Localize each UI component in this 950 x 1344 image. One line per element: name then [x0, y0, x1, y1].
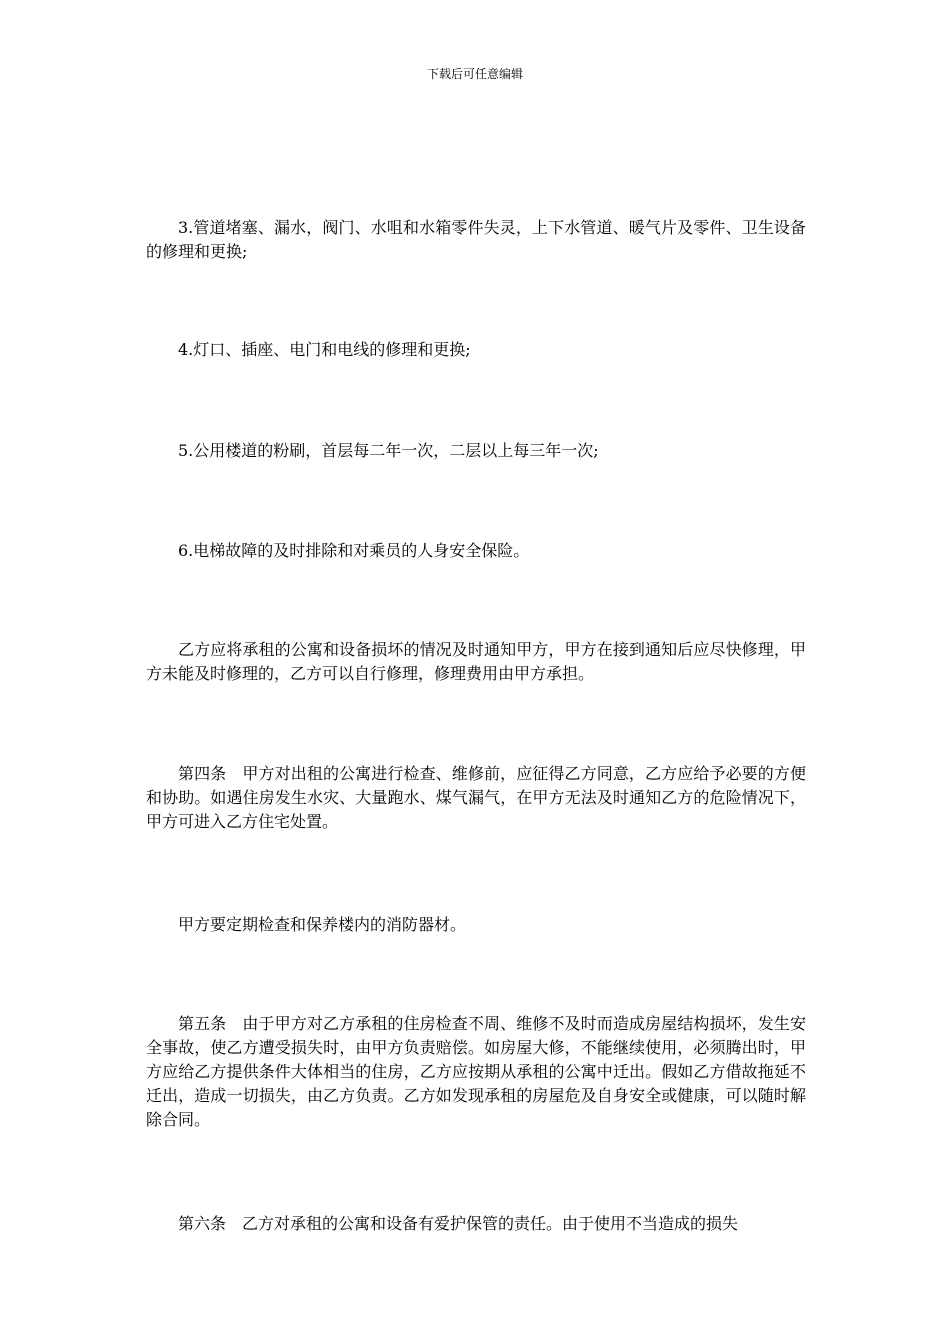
paragraph-article-5: 第五条 由于甲方对乙方承租的住房检查不周、维修不及时而造成房屋结构损坏，发生安全事故，使乙方遭受损失时，由甲方负责赔偿。如房屋大修，不能继续使用，必须腾出时，甲方应给乙方提供条件大体相当的住房，乙方应按期从承租的公寓中迁出。假如乙方借故拖延不迁出，造成一切损失，由乙方负责。乙方如发现承租的房屋危及自身安全或健康，可以随时解除合同。 [146, 1014, 806, 1129]
paragraph-fire-equipment: 甲方要定期检查和保养楼内的消防器材。 [178, 915, 467, 934]
paragraph-item-3: 3.管道堵塞、漏水，阀门、水咀和水箱零件失灵，上下水管道、暖气片及零件、卫生设备的修理和更换; [146, 218, 806, 261]
paragraph-item-5: 5.公用楼道的粉刷，首层每二年一次，二层以上每三年一次; [178, 441, 599, 460]
page-header: 下载后可任意编辑 [426, 67, 523, 81]
paragraph-article-6: 第六条 乙方对承租的公寓和设备有爱护保管的责任。由于使用不当造成的损失 [178, 1214, 739, 1233]
paragraph-notice: 乙方应将承租的公寓和设备损坏的情况及时通知甲方，甲方在接到通知后应尽快修理，甲方未能及时修理的，乙方可以自行修理，修理费用由甲方承担。 [146, 640, 806, 683]
paragraph-article-4: 第四条 甲方对出租的公寓进行检查、维修前，应征得乙方同意，乙方应给予必要的方便和协助。如遇住房发生水灾、大量跑水、煤气漏气，在甲方无法及时通知乙方的危险情况下，甲方可进入乙方住宅处置。 [146, 764, 806, 831]
paragraph-item-6: 6.电梯故障的及时排除和对乘员的人身安全保险。 [178, 541, 530, 560]
paragraph-item-4: 4.灯口、插座、电门和电线的修理和更换; [178, 340, 471, 359]
